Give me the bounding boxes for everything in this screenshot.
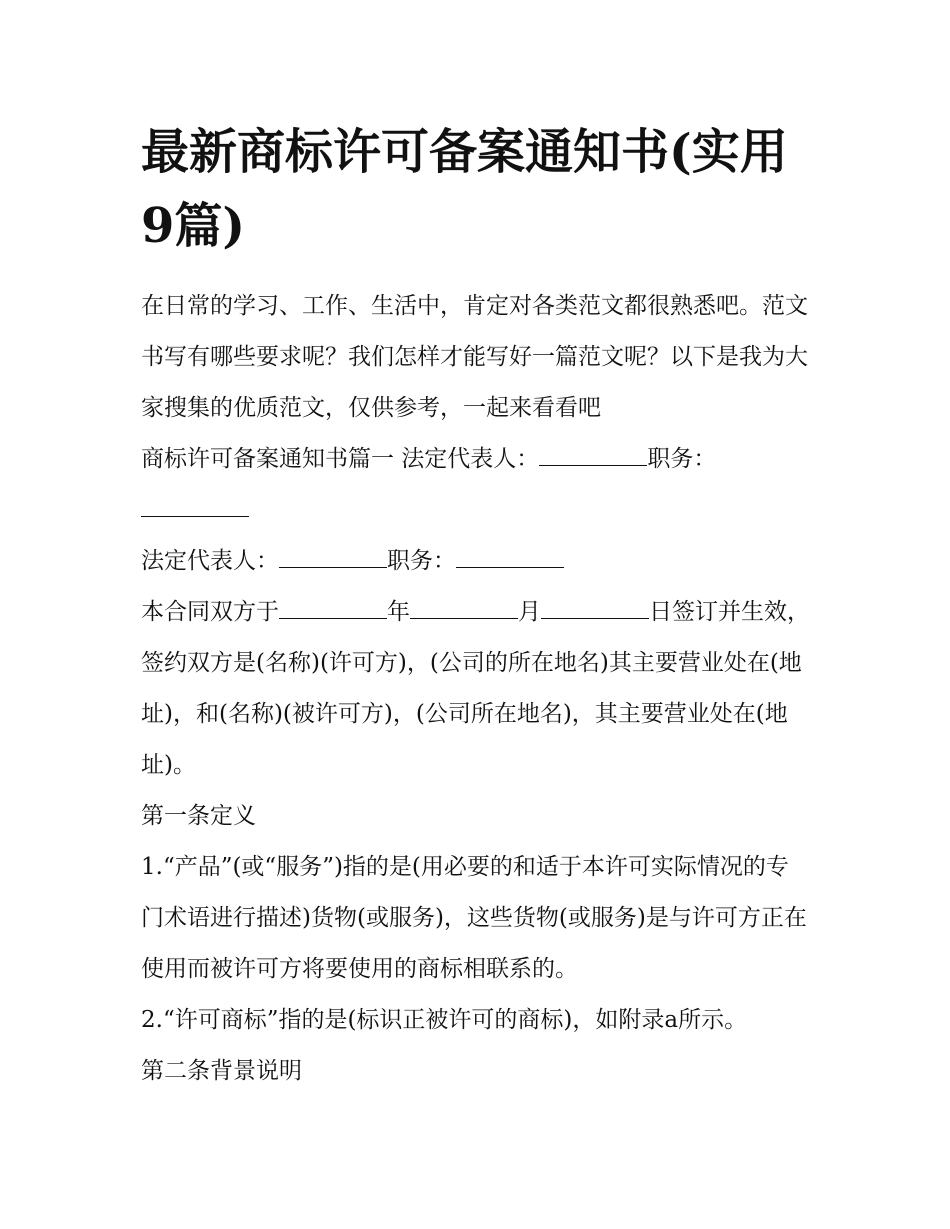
representative-label-1: 商标许可备案通知书篇一 法定代表人：: [141, 446, 540, 472]
position-label-1: 职务：: [647, 446, 717, 472]
representative-blank-1: [539, 443, 647, 466]
month-blank: [410, 596, 518, 619]
representative-line-1: [141, 434, 811, 536]
contract-rest: 日签订并生效，签约双方是(名称)(许可方)，(公司的所在地名)其主要营业处在(地址)，和(名称)(被许可方)，(公司所在地名)，其主要营业处在(地址)。: [141, 599, 810, 778]
contract-prefix: 本合同双方于: [141, 599, 279, 625]
representative-label-2: 法定代表人：: [141, 548, 279, 574]
position-blank-2: [456, 545, 564, 568]
representative-blank-2: [279, 545, 387, 568]
year-label: 年: [387, 599, 410, 625]
position-blank-1: [141, 494, 249, 517]
article-2-heading: 第二条背景说明: [141, 1058, 302, 1084]
article-1-heading: 第一条定义: [141, 803, 256, 829]
position-label-2: 职务：: [387, 548, 456, 574]
clause-1: 1.“产品”(或“服务”)指的是(用必要的和适于本许可实际情况的专门术语进行描述)货物(或服务)，这些货物(或服务)是与许可方正在使用而被许可方将要使用的商标相联系的。: [141, 854, 807, 982]
contract-paragraph: [141, 587, 811, 791]
year-blank: [279, 596, 387, 619]
representative-line-2: [141, 536, 811, 587]
document-title: 最新商标许可备案通知书(实用9篇): [141, 124, 788, 254]
month-label: 月: [518, 599, 541, 625]
clause-2: 2.“许可商标”指的是(标识正被许可的商标)，如附录a所示。: [141, 1007, 748, 1033]
intro-paragraph: 在日常的学习、工作、生活中，肯定对各类范文都很熟悉吧。范文书写有哪些要求呢？我们怎样才能写好一篇范文呢？以下是我为大家搜集的优质范文，仅供参考，一起来看看吧: [141, 293, 808, 421]
day-blank: [541, 596, 649, 619]
document-body: [141, 115, 811, 1097]
